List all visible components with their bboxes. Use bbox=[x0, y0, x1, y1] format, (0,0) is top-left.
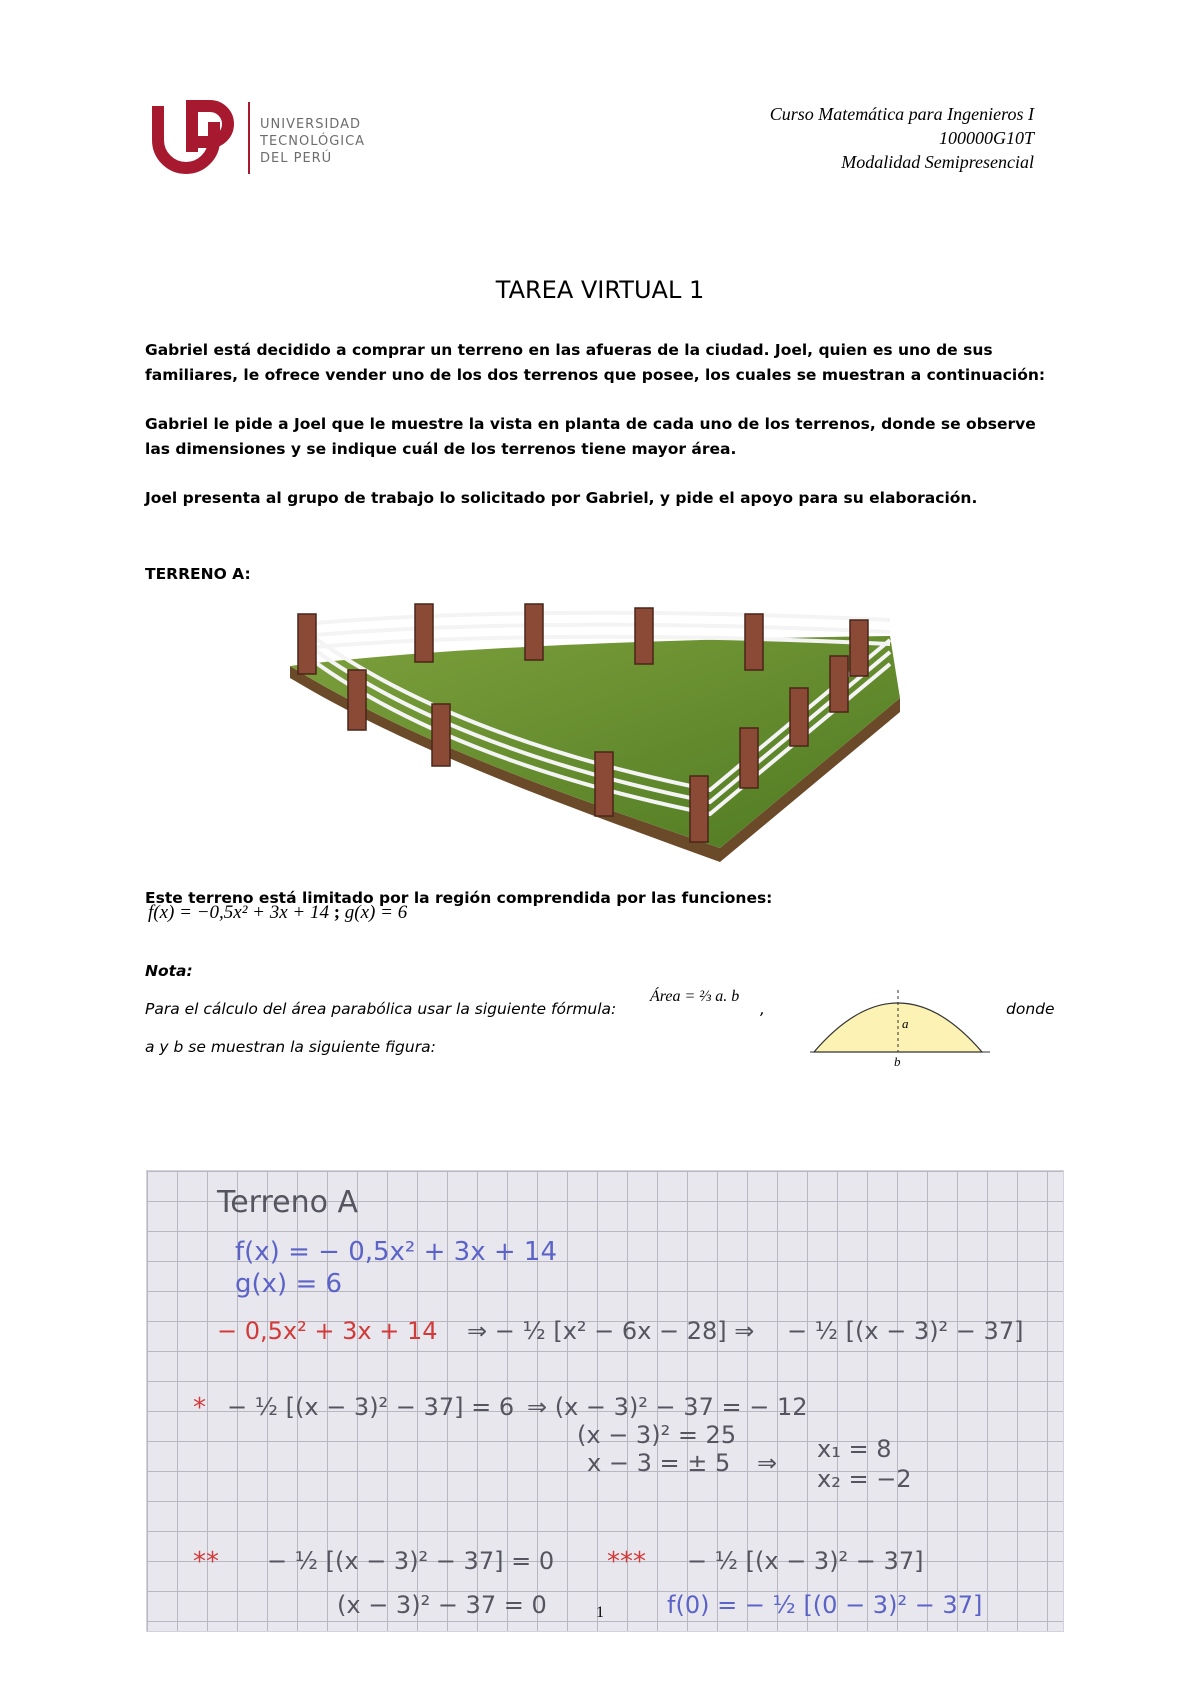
logo-divider bbox=[248, 102, 250, 174]
hw-x1: x₁ = 8 bbox=[817, 1435, 892, 1463]
formula-g: g(x) = 6 bbox=[344, 902, 408, 923]
area-formula: Área = ⅔ a. b bbox=[650, 988, 740, 1005]
hw-star-3: *** bbox=[607, 1547, 646, 1577]
region-text: Este terreno está limitado por la región comprendida por las funciones: bbox=[145, 889, 773, 907]
hw-star-2: ** bbox=[193, 1547, 219, 1577]
course-code: 100000G10T bbox=[938, 128, 1034, 148]
hw-step2-right: ⇒ (x − 3)² − 37 = − 12 bbox=[527, 1393, 808, 1421]
note-donde: donde bbox=[1006, 1000, 1055, 1018]
hw-step5: − ½ [(x − 3)² − 37] = 0 bbox=[267, 1547, 555, 1575]
hw-x2: x₂ = −2 bbox=[817, 1465, 912, 1493]
formula-f: f(x) = −0,5x² + 3x + 14 bbox=[148, 902, 329, 923]
paragraph-support: Joel presenta al grupo de trabajo lo solicitado por Gabriel, y pide el apoyo para su elaboración. bbox=[145, 489, 978, 507]
hw-step1-right: − ½ [(x − 3)² − 37] bbox=[787, 1317, 1024, 1345]
page-title: TAREA VIRTUAL 1 bbox=[495, 276, 705, 304]
hw-title: Terreno A bbox=[217, 1185, 359, 1220]
formula-separator: ; bbox=[333, 902, 341, 923]
hw-fx: f(x) = − 0,5x² + 3x + 14 bbox=[235, 1237, 557, 1267]
note-line-1: Para el cálculo del área parabólica usar la siguiente fórmula: bbox=[145, 1000, 617, 1018]
handwritten-solution bbox=[146, 1170, 1064, 1632]
note-label: Nota: bbox=[145, 962, 193, 980]
paragraph-intro: Gabriel está decidido a comprar un terreno en las afueras de la ciudad. Joel, quien es uno de sus familiares, le ofrece vender uno de los dos terrenos que posee, los cuales se muestran a continuación: bbox=[145, 341, 1046, 384]
hw-step4-arrow: ⇒ bbox=[757, 1449, 778, 1477]
hw-step1-mid: ⇒ − ½ [x² − 6x − 28] ⇒ bbox=[467, 1317, 755, 1345]
page-number: 1 bbox=[596, 1604, 604, 1621]
hw-step3: (x − 3)² = 25 bbox=[577, 1421, 737, 1449]
logo-line-1: UNIVERSIDAD bbox=[260, 117, 361, 132]
note-comma: , bbox=[760, 1000, 765, 1018]
hw-star-1: * bbox=[193, 1393, 206, 1423]
course-name: Curso Matemática para Ingenieros I bbox=[769, 104, 1034, 124]
logo-line-2: TECNOLÓGICA bbox=[260, 134, 366, 149]
hw-step2-left: − ½ [(x − 3)² − 37] = 6 bbox=[227, 1393, 515, 1421]
logo-line-3: DEL PERÚ bbox=[260, 151, 333, 166]
hw-step4: x − 3 = ± 5 bbox=[587, 1449, 731, 1477]
hw-step8: f(0) = − ½ [(0 − 3)² − 37] bbox=[667, 1591, 983, 1619]
note-line-2: a y b se muestran la siguiente figura: bbox=[145, 1038, 436, 1056]
course-modality: Modalidad Semipresencial bbox=[841, 152, 1034, 172]
terreno-a-label: TERRENO A: bbox=[145, 565, 251, 583]
parabola-figure bbox=[810, 980, 990, 1066]
utp-logo bbox=[152, 98, 392, 180]
utp-logo-mark bbox=[152, 98, 242, 180]
hw-step1-left: − 0,5x² + 3x + 14 bbox=[217, 1317, 438, 1345]
paragraph-request: Gabriel le pide a Joel que le muestre la vista en planta de cada uno de los terrenos, donde se observe las dimensiones y se indique cuál de los terrenos tiene mayor área. bbox=[145, 415, 1036, 458]
figure-label-b: b bbox=[894, 1054, 901, 1066]
hw-step7: − ½ [(x − 3)² − 37] bbox=[687, 1547, 924, 1575]
hw-gx: g(x) = 6 bbox=[235, 1269, 343, 1299]
hw-step6: (x − 3)² − 37 = 0 bbox=[337, 1591, 547, 1619]
figure-label-a: a bbox=[902, 1016, 909, 1031]
terreno-a-illustration bbox=[290, 600, 920, 880]
